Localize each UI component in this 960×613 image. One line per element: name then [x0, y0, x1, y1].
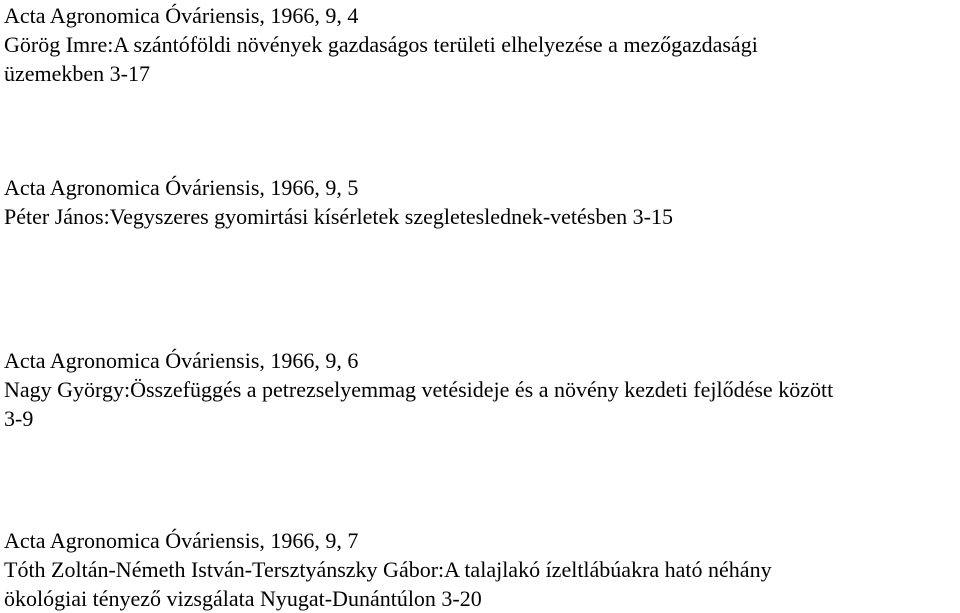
- entry-title-line: üzemekben 3-17: [4, 61, 150, 86]
- entry-citation: Acta Agronomica Óváriensis, 1966, 9, 5: [4, 175, 359, 200]
- entry-title-line: ökológiai tényező vizsgálata Nyugat-Dunántúlon 3-20: [4, 586, 482, 611]
- entry-title-line: Görög Imre:A szántóföldi növények gazdaságos területi elhelyezése a mezőgazdasági: [4, 32, 758, 57]
- entry-citation: Acta Agronomica Óváriensis, 1966, 9, 4: [4, 3, 359, 28]
- entry-title-line: 3-9: [4, 406, 34, 431]
- bibliography-entry: [4, 346, 956, 433]
- entry-citation: Acta Agronomica Óváriensis, 1966, 9, 7: [4, 528, 359, 553]
- entry-title-line: Tóth Zoltán-Németh István-Tersztyánszky Gábor:A talajlakó ízeltlábúakra ható néhány: [4, 557, 772, 582]
- entry-title-line: Nagy György:Összefüggés a petrezselyemmag vetésideje és a növény kezdeti fejlődése között: [4, 377, 834, 402]
- bibliography-entry: [4, 173, 956, 231]
- bibliography-entry: [4, 1, 956, 88]
- entry-citation: Acta Agronomica Óváriensis, 1966, 9, 6: [4, 348, 359, 373]
- entry-title-line: Péter János:Vegyszeres gyomirtási kísérletek szegleteslednek-vetésben 3-15: [4, 204, 673, 229]
- bibliography-entry: [4, 526, 956, 613]
